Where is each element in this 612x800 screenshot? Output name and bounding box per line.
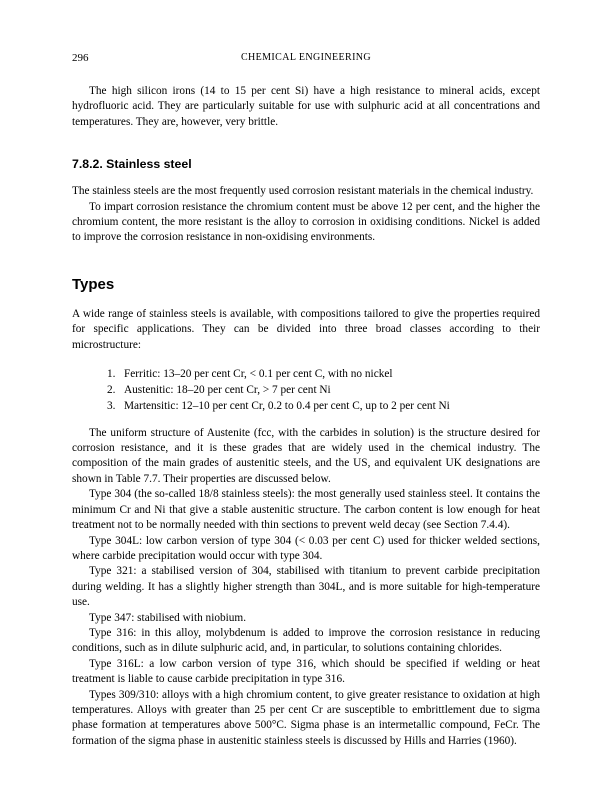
list-item: Ferritic: 13–20 per cent Cr, < 0.1 per cent C, with no nickel — [124, 368, 393, 381]
list-item: Martensitic: 12–10 per cent Cr, 0.2 to 0.4 per cent C, up to 2 per cent Ni — [124, 400, 450, 413]
paragraph-type-304L: Type 304L: low carbon version of type 304 (< 0.03 per cent C) used for thicker welded sections, where carbide precipitation would occur with type 304. — [72, 534, 540, 562]
paragraph-type-321: Type 321: a stabilised version of 304, stabilised with titanium to prevent carbide precipitation during welding. It has a slightly higher strength than 304L, and is more suitable for high-temperature use. — [72, 565, 540, 609]
paragraph-type-316L: Type 316L: a low carbon version of type 316, which should be specified if welding or heat treatment is liable to cause carbide precipitation in type 316. — [72, 657, 540, 686]
types-list — [72, 366, 540, 415]
list-item: Austenitic: 18–20 per cent Cr, > 7 per cent Ni — [124, 384, 331, 397]
running-head: CHEMICAL ENGINEERING — [240, 52, 372, 63]
paragraph-stainless-2: To impart corrosion resistance the chromium content must be above 12 per cent, and the higher the chromium content, the more resistant is the alloy to corrosion in oxidising conditions. Nickel is added to improve the corrosion resistance in non-oxidising environments. — [72, 200, 540, 244]
paragraph-silicon-irons: The high silicon irons (14 to 15 per cent Si) have a high resistance to mineral acids, except hydrofluoric acid. They are particularly suitable for use with sulphuric acid at all concentrations and temperatures. They are, however, very brittle. — [72, 85, 540, 128]
page-number: 296 — [72, 52, 89, 64]
page-body — [72, 84, 540, 749]
paragraph-types-309-310: Types 309/310: alloys with a high chromium content, to give greater resistance to oxidation at high temperatures. Alloys with greater than 25 per cent Cr are susceptible to embrittlement due to sigma phase formation at temperatures above 500°C. Sigma phase is an intermetallic compound, FeCr. The formation of the sigma phase in austenitic stainless steels is discussed by Hills and Harries (1960). — [72, 688, 540, 747]
paragraph-types-intro: A wide range of stainless steels is available, with compositions tailored to give the properties required for specific applications. They can be divided into three broad classes according to their microstructure: — [72, 307, 540, 351]
page-header — [72, 52, 540, 66]
heading-types: Types — [72, 275, 115, 293]
paragraph-austenite: The uniform structure of Austenite (fcc, with the carbides in solution) is the structure desired for corrosion resistance, and it is these grades that are widely used in the chemical industry. The composition of the main grades of austenitic steels, and the US, and equivalent UK designations are shown in Table 7.7. Their properties are discussed below. — [72, 426, 540, 485]
paragraph-type-316: Type 316: in this alloy, molybdenum is added to improve the corrosion resistance in reducing conditions, such as in dilute sulphuric acid, and, in particular, to solutions containing chlorides. — [72, 626, 540, 655]
heading-stainless-steel: 7.8.2. Stainless steel — [72, 157, 192, 172]
paragraph-type-304: Type 304 (the so-called 18/8 stainless steels): the most generally used stainless steel. It contains the minimum Cr and Ni that give a stable austenitic structure. The carbon content is low enough for heat treatment not to be normally needed with thin sections to prevent weld decay (see Section 7.4.4). — [72, 488, 540, 532]
paragraph-type-347: Type 347: stabilised with niobium. — [89, 611, 247, 624]
paragraph-stainless-1: The stainless steels are the most frequently used corrosion resistant materials in the chemical industry. — [72, 185, 534, 198]
